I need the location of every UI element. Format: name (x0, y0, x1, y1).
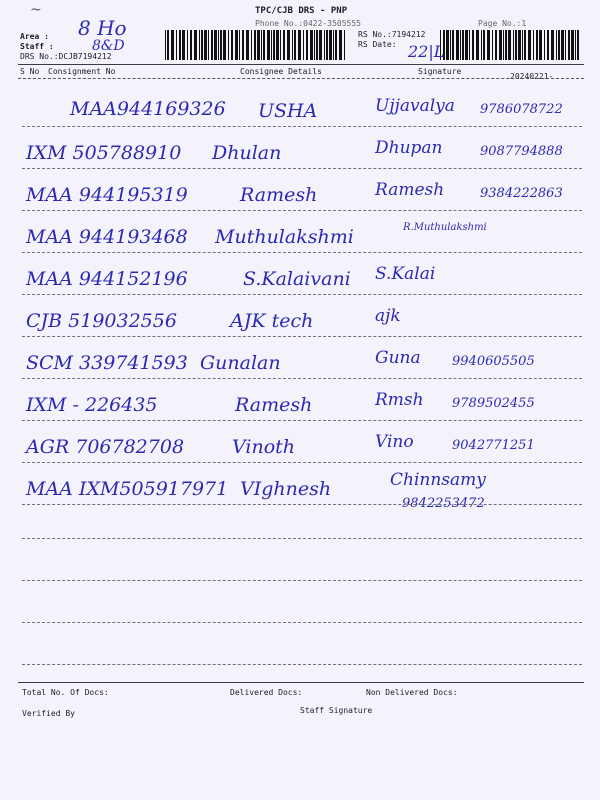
row-signature: Dhupan (375, 138, 443, 158)
row-consignment: MAA 944193468 (26, 226, 188, 248)
row-divider (22, 538, 582, 539)
handwritten-date: 22|L (408, 42, 445, 61)
row-divider (22, 580, 582, 581)
row-divider (22, 420, 582, 421)
row-consignee-name: Gunalan (200, 352, 281, 374)
col-signature: Signature (418, 67, 462, 76)
row-consignee-name: AJK tech (230, 310, 314, 332)
row-divider (22, 336, 582, 337)
staff-signature-label: Staff Signature (300, 706, 373, 715)
row-consignee-name: USHA (258, 100, 318, 122)
col-consignment: Consignment No (48, 67, 116, 76)
non-delivered-docs-label: Non Delivered Docs: (366, 688, 458, 697)
corner-mark: ~ (30, 2, 42, 18)
area-label: Area : (20, 32, 49, 41)
drs-number: DRS No.:DCJB7194212 (20, 52, 112, 61)
handwritten-staff: 8&D (92, 38, 125, 54)
row-divider (22, 378, 582, 379)
row-signature: Ujjavalya (375, 96, 455, 116)
row-signature: Chinnsamy (390, 470, 486, 490)
handwritten-area: 8 Ho (78, 16, 127, 40)
row-signature: Rmsh (375, 390, 424, 410)
row-signature: Ramesh (375, 180, 445, 200)
row-consignment: CJB 519032556 (26, 310, 177, 332)
row-consignee-name: Ramesh (235, 394, 313, 416)
row-phone: 9786078722 (480, 102, 563, 117)
row-consignment: IXM - 226435 (26, 394, 158, 416)
row-signature: Guna (375, 348, 421, 368)
row-divider (22, 294, 582, 295)
row-divider (22, 462, 582, 463)
row-consignee-name: Muthulakshmi (215, 226, 354, 248)
footer-rule (18, 682, 584, 683)
row-consignee-name: Dhulan (212, 142, 282, 164)
row-divider (22, 168, 582, 169)
row-signature: Vino (375, 432, 414, 452)
row-phone: 9789502455 (452, 396, 535, 411)
row-consignee-name: Vinoth (232, 436, 296, 458)
row-phone: 9940605505 (452, 354, 535, 369)
row-phone: 9842253472 (402, 496, 485, 511)
row-signature: S.Kalai (375, 264, 436, 284)
row-consignment: MAA 944195319 (26, 184, 188, 206)
row-consignment: SCM 339741593 (26, 352, 188, 374)
row-consignee-name: VIghnesh (240, 478, 332, 500)
header-rule-bottom (18, 78, 584, 79)
row-divider (22, 664, 582, 665)
verified-by-label: Verified By (22, 709, 75, 718)
row-divider (22, 622, 582, 623)
row-consignment: AGR 706782708 (26, 436, 185, 458)
header-title: TPC/CJB DRS - PNP (255, 6, 348, 16)
rs-number: RS No.:7194212 (358, 30, 426, 39)
header-rule-top (18, 64, 584, 65)
row-phone: 9042771251 (452, 438, 535, 453)
col-consignee: Consignee Details (240, 67, 322, 76)
row-divider (22, 126, 582, 127)
row-consignment: IXM 505788910 (26, 142, 182, 164)
header-phone: Phone No.:0422-3505555 (255, 19, 361, 28)
barcode-right (440, 30, 580, 60)
barcode-left (165, 30, 345, 60)
total-docs-label: Total No. Of Docs: (22, 688, 109, 697)
row-divider (22, 210, 582, 211)
row-consignment: MAA 944152196 (26, 268, 188, 290)
row-divider (22, 504, 582, 505)
row-divider (22, 252, 582, 253)
row-signature: R.Muthulakshmi (403, 222, 487, 233)
delivered-docs-label: Delivered Docs: (230, 688, 303, 697)
date-stamp: 20240221- (510, 72, 554, 81)
row-phone: 9087794888 (480, 144, 563, 159)
rs-date-label: RS Date: (358, 40, 397, 49)
row-consignment: MAA IXM505917971 (26, 478, 229, 500)
row-signature: ajk (375, 306, 401, 326)
page-number: Page No.:1 (478, 19, 527, 28)
row-consignee-name: Ramesh (240, 184, 318, 206)
row-consignment: MAA944169326 (70, 98, 226, 120)
row-phone: 9384222863 (480, 186, 563, 201)
row-consignee-name: S.Kalaivani (243, 268, 351, 290)
col-sno: S No (20, 67, 40, 76)
staff-label: Staff : (20, 42, 54, 51)
